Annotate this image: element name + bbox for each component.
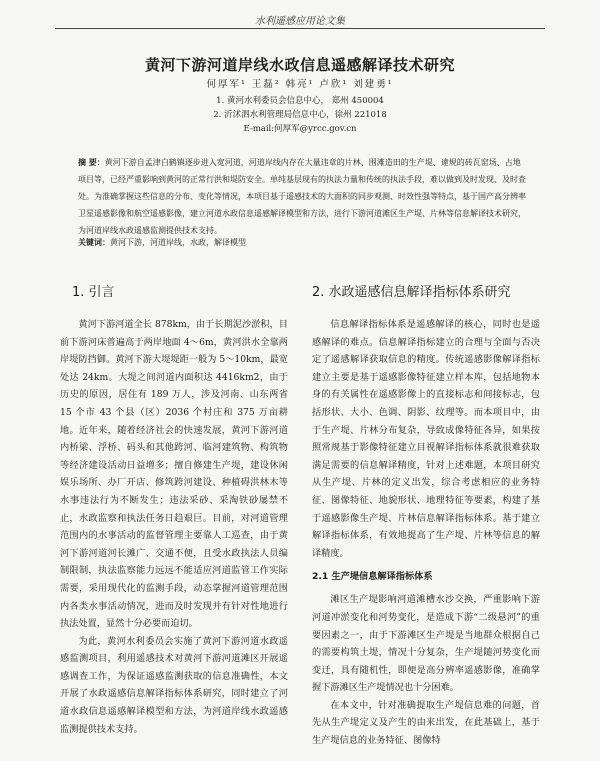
header-rule (55, 28, 545, 29)
keywords-text: 黄河下游，河道岸线，水政，解译模型 (110, 238, 246, 247)
affiliation-2: 2. 沂沭泗水利管理局信息中心，徐州 221018 (213, 110, 387, 120)
author-email: E-mail:何厚军@yrcc.gov.cn (243, 124, 357, 134)
section-1-paragraph-1: 黄河下游河道全长 878km，由于长期泥沙淤积，目前下游河床普遍高于两岸地面 4～6m，黄河洪水全靠两岸堤防挡御。黄河下游大堤堤距一般为 5～10km，最宽处达 24km。大堤之间河道内面积达 4416km2，由于历史的原因，居住有 189 万人，涉及河南、山东两省 15 个市 43 个县（区）2036 个村庄和 375 万亩耕地。近年来，随着经济社会的快速发展，黄河下游河道内桥梁、浮桥、码头和其他跨河、临河建筑物、构筑物等经济建设活动日益增多；擅自修建生产堤，建设休闲娱乐场所、办厂开店、修筑跨河建设、种植碍洪林木等水事违法行为不断发生；违法采砂、采淘铁砂屡禁不止，水政监察和执法任务日趋艰巨。目前，对河道管理范围内的水事活动的监督管理主要靠人工巡查，由于黄河下游河道河长滩广、交通不便，且受水政执法人员编制限制，执法监察能力远远不能适应河道监管工作实际需要，采用现代化的监测手段，动态掌握河道管理范围内各类水事活动情况，进而及时发现并有针对性地进行执法处置，显然十分必要而迫切。 (60, 319, 288, 630)
left-column (60, 282, 288, 738)
subsection-2-1-paragraph-1: 滩区生产堤影响河道滩槽水沙交换，严重影响下游河道冲淤变化和河势变化，是造成下游“二级悬河”的重要因素之一，由于下游滩区生产堤是当地群众根据自己的需要构筑土堤，情况十分复杂，生产堤随河势变化而变迁，具有随机性，即便是高分辨率遥感影像，准确掌握下游滩区生产堤情况也十分困难。 (312, 594, 540, 694)
affiliations (0, 94, 600, 136)
keywords (78, 236, 526, 250)
running-head: 水利遥感应用论文集 (255, 16, 345, 27)
section-1-heading: 1. 引言 (72, 285, 115, 300)
authors: 何厚军¹ 王磊² 韩亮¹ 卢欣¹ 刘建勇¹ (206, 79, 394, 90)
subsection-2-1-paragraph-2: 在本文中，针对准确提取生产堤信息难的问题，首先从生产堤定义及产生的由来出发，在此基础上，基于生产堤信息的业务特征、图像特 (312, 699, 540, 747)
section-1-paragraph-2: 为此，黄河水利委员会实施了黄河下游河道水政遥感监测项目，利用遥感技术对黄河下游河道滩区开展遥感调查工作，为保证遥感监测获取的信息准确性，本文开展了水政遥感信息解译指标体系研究，同时建立了河道水政信息遥感解译模型和方法，为河道岸线水政遥感监测提供技术支持。 (60, 635, 288, 735)
right-column (312, 282, 540, 750)
abstract-label: 摘 要： (78, 158, 105, 167)
section-2-paragraph-1: 信息解译指标体系是遥感解译的核心，同时也是遥感解译的难点。信息解译指标建立的合理与全面与否决定了遥感解译获取信息的精度。传统遥感影像解译指标建立主要是基于遥感影像特征建立样本库，包括地物本身的有关属性在遥感影像上的直接标志和间接标志，包括形状、大小、色调、阴影、纹理等。而本项目中，由于生产堤、片林分布复杂，导致成像特征各异，如果按照常规基于影像特征建立目视解译指标体系就很难获取满足需要的信息解译精度，针对上述难题，本项目研究从生产堤、片林的定义出发，综合考虑相应的业务特征、图像特征、地貌形状、地理特征等要素，构建了基于遥感影像生产堤、片林信息解译指标体系。基于建立解译指标体系，有效地提高了生产堤、片林等信息的解译精度。 (312, 319, 540, 559)
section-2-heading: 2. 水政遥感信息解译指标体系研究 (312, 285, 511, 300)
abstract (78, 154, 526, 239)
paper-title: 黄河下游河道岸线水政信息遥感解译技术研究 (144, 56, 455, 74)
subsection-2-1-heading: 2.1 生产堤信息解译指标体系 (312, 571, 433, 583)
affiliation-1: 1. 黄河水利委员会信息中心， 郑州 450004 (216, 96, 384, 106)
keywords-label: 关键词： (78, 238, 110, 247)
abstract-text: 黄河下游自孟津白鹤镇逐步进入宽河道，河道岸线内存在大量违章的片林、围滩造田的生产堤、違规的砖瓦窑场、占地项目等，已经严重影响到黄河的正常行洪和堤防安全。单纯基层现有的执法力量和传统的执法手段，难以做到及时发现、及时查处。为准确掌握这些信息的分布、变化等情况，本项目基于遥感技术的大面积的同步观测、时效性强等特点，基于国产高分辨率卫星遥感影像和航空遥感影像，建立河道水政信息遥感解译模型和方法，进行下游河道滩区生产堤、片林等信息解译技术研究，为河道岸线水政遥感监测提供技术支持。 (78, 158, 526, 235)
